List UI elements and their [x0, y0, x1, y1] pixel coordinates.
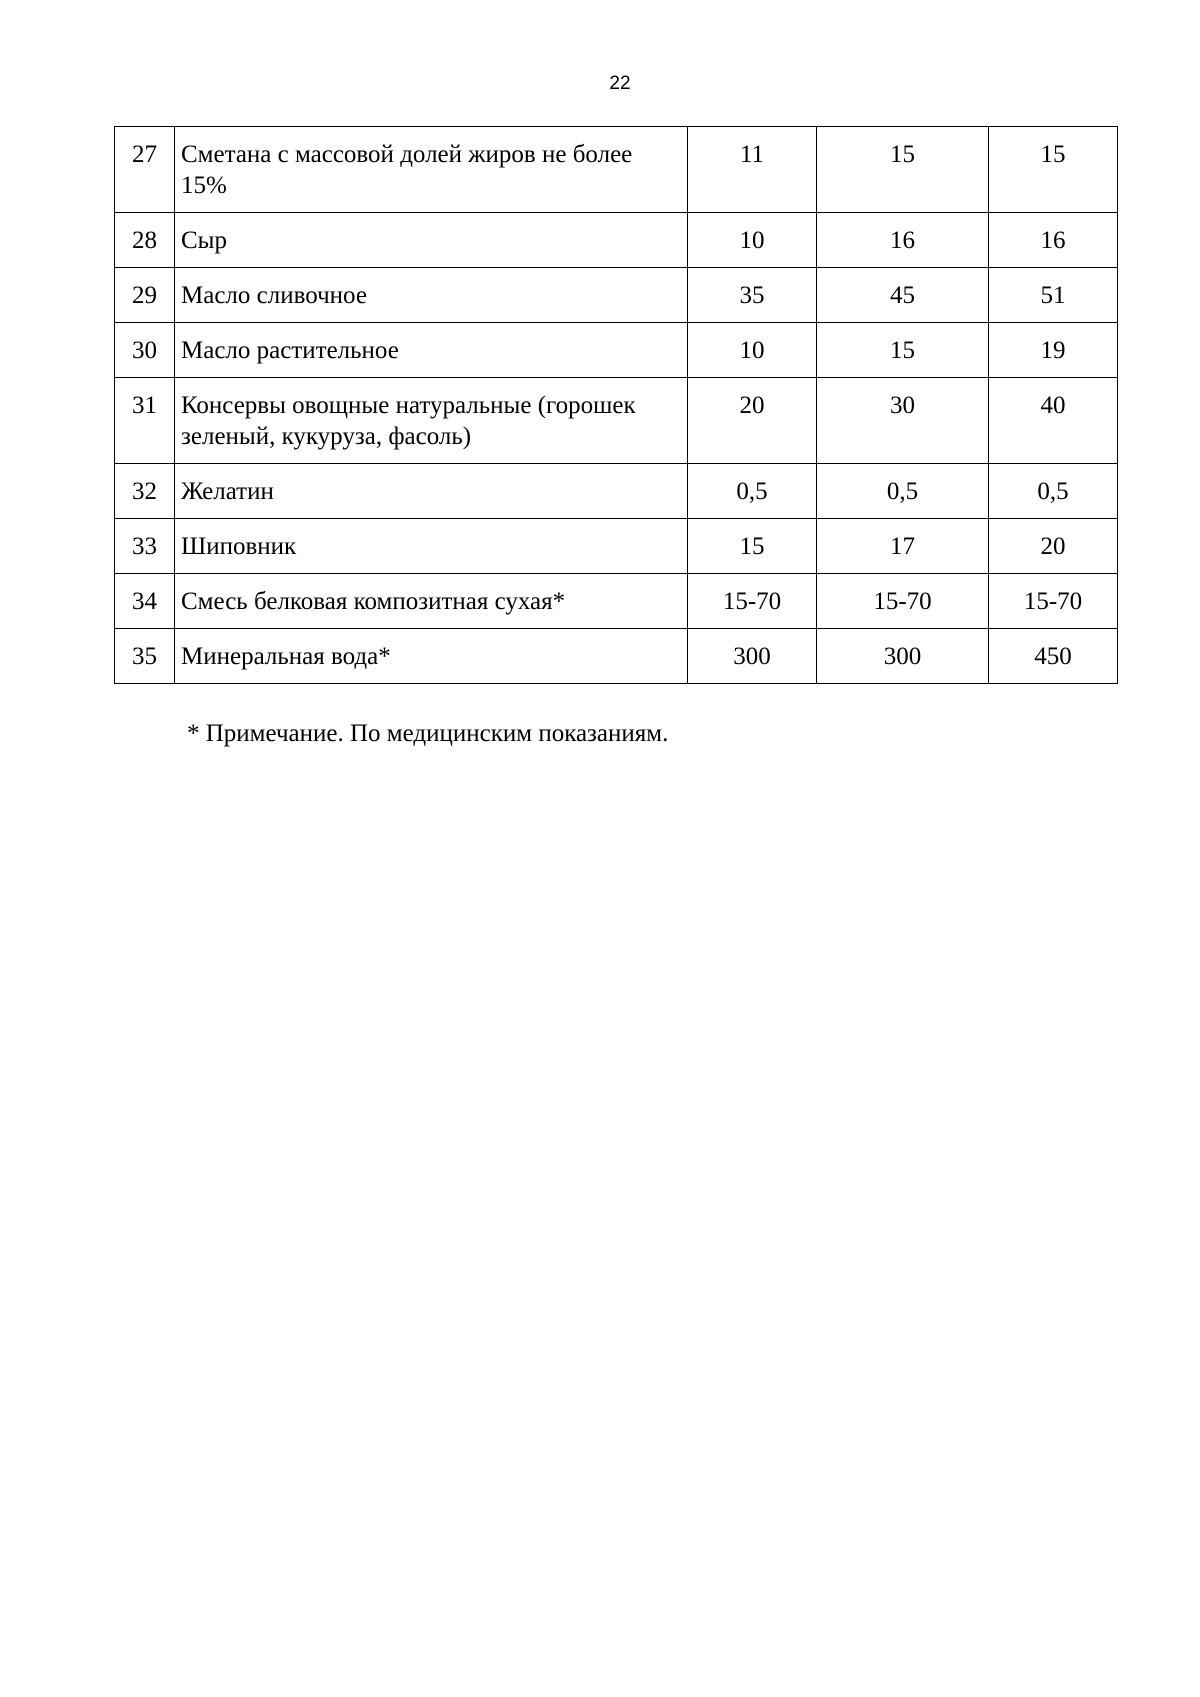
product-name: Масло растительное	[175, 323, 688, 378]
norm-value-1: 0,5	[688, 464, 817, 519]
product-name: Сметана с массовой долей жиров не более 15%	[175, 127, 688, 213]
norm-value-3: 15	[989, 127, 1118, 213]
norm-value-3: 51	[989, 268, 1118, 323]
product-name: Желатин	[175, 464, 688, 519]
table-row	[115, 213, 1118, 268]
table-row	[115, 268, 1118, 323]
product-name: Консервы овощные натуральные (горошек зеленый, кукуруза, фасоль)	[175, 378, 688, 464]
norm-value-3: 450	[989, 629, 1118, 684]
product-name: Шиповник	[175, 519, 688, 574]
row-number: 28	[115, 213, 175, 268]
norm-value-3: 15-70	[989, 574, 1118, 629]
table-row	[115, 464, 1118, 519]
norm-value-1: 10	[688, 213, 817, 268]
table-row	[115, 127, 1118, 213]
row-number: 34	[115, 574, 175, 629]
table-row	[115, 519, 1118, 574]
row-number: 29	[115, 268, 175, 323]
footnote: * Примечание. По медицинским показаниям.	[187, 720, 669, 747]
norm-value-1: 20	[688, 378, 817, 464]
norm-value-3: 19	[989, 323, 1118, 378]
norm-value-2: 15	[817, 323, 989, 378]
product-name: Масло сливочное	[175, 268, 688, 323]
table-row	[115, 378, 1118, 464]
table-row	[115, 574, 1118, 629]
row-number: 35	[115, 629, 175, 684]
norm-value-3: 0,5	[989, 464, 1118, 519]
norm-value-2: 0,5	[817, 464, 989, 519]
norm-value-2: 15-70	[817, 574, 989, 629]
norm-value-1: 11	[688, 127, 817, 213]
table-row	[115, 323, 1118, 378]
norm-value-2: 300	[817, 629, 989, 684]
norm-value-1: 15-70	[688, 574, 817, 629]
norm-value-2: 16	[817, 213, 989, 268]
table-row	[115, 629, 1118, 684]
norm-value-1: 15	[688, 519, 817, 574]
product-name: Минеральная вода*	[175, 629, 688, 684]
norm-value-2: 45	[817, 268, 989, 323]
norm-value-3: 20	[989, 519, 1118, 574]
norm-value-2: 15	[817, 127, 989, 213]
norm-value-2: 30	[817, 378, 989, 464]
row-number: 33	[115, 519, 175, 574]
norm-value-1: 35	[688, 268, 817, 323]
row-number: 32	[115, 464, 175, 519]
norm-value-2: 17	[817, 519, 989, 574]
product-name: Сыр	[175, 213, 688, 268]
row-number: 30	[115, 323, 175, 378]
page-number: 22	[609, 73, 631, 94]
food-norms-table	[114, 126, 1118, 684]
row-number: 31	[115, 378, 175, 464]
product-name: Смесь белковая композитная сухая*	[175, 574, 688, 629]
norm-value-1: 10	[688, 323, 817, 378]
norm-value-3: 16	[989, 213, 1118, 268]
norm-value-3: 40	[989, 378, 1118, 464]
norm-value-1: 300	[688, 629, 817, 684]
row-number: 27	[115, 127, 175, 213]
